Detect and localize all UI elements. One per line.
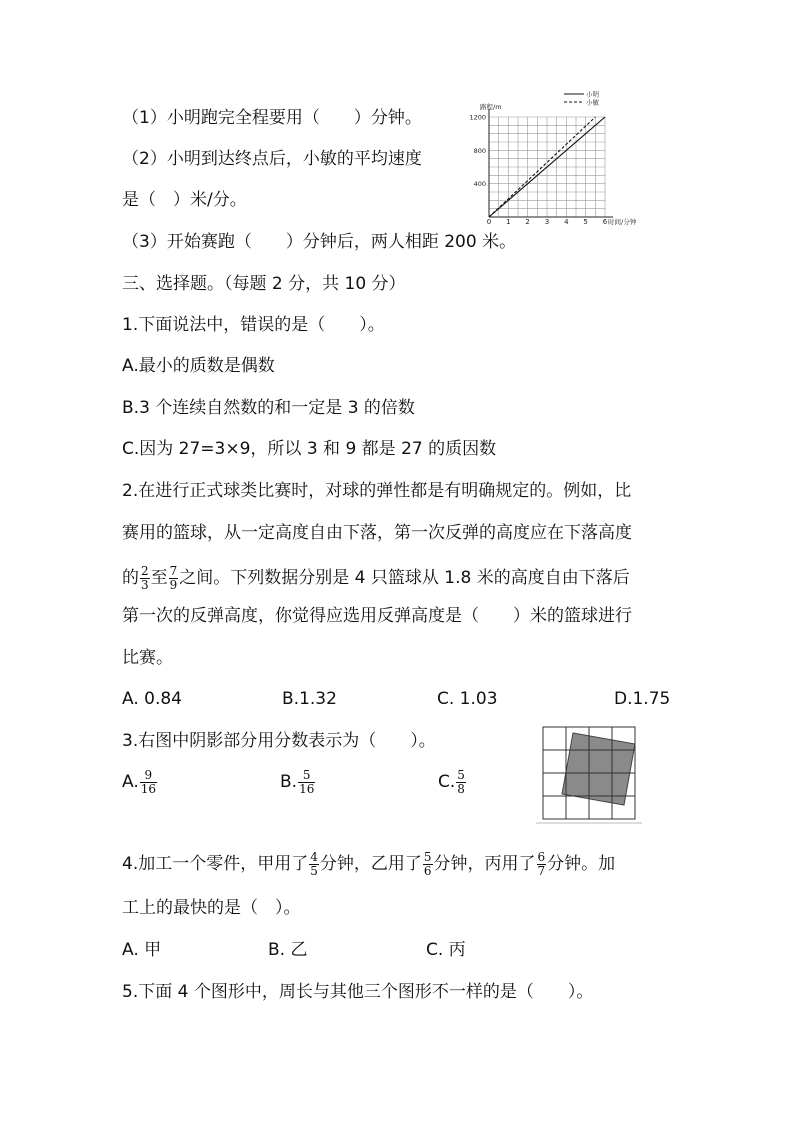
shaded-square <box>562 733 635 805</box>
fraction-4-5: $\frac{4}{5}$ <box>310 849 318 878</box>
q4-option-b: B. 乙 <box>268 940 308 960</box>
chart-legend <box>564 90 600 107</box>
q2-line3-post: 之间。下列数据分别是 4 只篮球从 1.8 米的高度自由下落后 <box>179 568 630 588</box>
x-tick-label: 2 <box>525 218 530 225</box>
y-tick-label: 400 <box>473 180 486 189</box>
legend-label-1: 小明 <box>586 90 599 99</box>
q-part-2b: 是（ ）米/分。 <box>122 190 247 210</box>
q3-option-b: B. $\frac{5}{16}$ <box>280 767 315 796</box>
q2-option-c: C. 1.03 <box>437 689 498 709</box>
q2-option-a: A. 0.84 <box>122 689 182 709</box>
q1-option-b: B.3 个连续自然数的和一定是 3 的倍数 <box>122 398 415 418</box>
q-part-1: （1）小明跑完全程要用（ ）分钟。 <box>122 108 422 128</box>
legend-label-2: 小敏 <box>586 98 599 107</box>
y-tick-label: 1200 <box>469 113 486 122</box>
chart-labels <box>469 102 636 225</box>
q1-option-c: C.因为 27=3×9，所以 3 和 9 都是 27 的质因数 <box>122 439 497 459</box>
q3-stem: 3.右图中阴影部分用分数表示为（ ）。 <box>122 731 436 751</box>
q4-option-a: A. 甲 <box>122 940 162 960</box>
y-axis-label: 路程/m <box>480 103 502 111</box>
fraction-9-16: $\frac{9}{16}$ <box>140 767 157 796</box>
q-part-2a: （2）小明到达终点后，小敏的平均速度 <box>122 149 422 169</box>
q2-option-b: B.1.32 <box>282 689 337 709</box>
fraction-7-9: $\frac{7}{9}$ <box>169 563 178 592</box>
q5-stem: 5.下面 4 个图形中，周长与其他三个图形不一样的是（ ）。 <box>122 982 594 1002</box>
q2-line-2: 赛用的篮球，从一定高度自由下落，第一次反弹的高度应在下落高度 <box>122 523 632 543</box>
q-part-3: （3）开始赛跑（ ）分钟后，两人相距 200 米。 <box>122 232 517 252</box>
x-tick-label: 3 <box>544 218 550 225</box>
q2-line-3 <box>122 558 630 598</box>
q2-line3-mid: 至 <box>150 568 168 588</box>
q3-figure <box>536 722 642 825</box>
q2-line-4: 第一次的反弹高度，你觉得应选用反弹高度是（ ）米的篮球进行 <box>122 606 632 626</box>
q1-option-a: A.最小的质数是偶数 <box>122 356 275 376</box>
q4-line-1: 4.加工一个零件，甲用了 $\frac{4}{5}$ 分钟，乙用了 $\frac{5}{6}$ 分钟，丙用了 $\frac{6}{7}$ 分钟。加 <box>122 849 616 878</box>
x-axis-label: 时间/分钟 <box>608 218 637 225</box>
q2-line3-pre: 的 <box>122 568 139 588</box>
y-tick-label: 800 <box>473 146 486 155</box>
fraction-6-7: $\frac{6}{7}$ <box>537 849 546 878</box>
fraction-5-8: $\frac{5}{8}$ <box>457 767 465 796</box>
q2-option-d: D.1.75 <box>614 689 671 709</box>
section-3-title: 三、选择题。（每题 2 分，共 10 分） <box>122 274 406 294</box>
x-tick-label: 0 <box>486 218 492 225</box>
fraction-5-6: $\frac{5}{6}$ <box>423 849 432 878</box>
q4-line-2: 工上的最快的是（ ）。 <box>122 898 301 918</box>
x-tick-label: 5 <box>583 218 588 225</box>
figure-grid <box>543 727 635 819</box>
x-tick-label: 1 <box>506 218 511 225</box>
fraction-5-16: $\frac{5}{16}$ <box>299 767 315 796</box>
q3-option-c: C. $\frac{5}{8}$ <box>438 767 465 796</box>
q4-option-c: C. 丙 <box>426 940 466 960</box>
q2-line-1: 2.在进行正式球类比赛时，对球的弹性都是有明确规定的。例如，比 <box>122 481 632 501</box>
fraction-2-3: $\frac{2}{3}$ <box>141 563 149 592</box>
x-tick-label: 4 <box>564 218 569 225</box>
x-tick-label: 6 <box>602 218 608 225</box>
race-chart <box>460 90 660 225</box>
q1-stem: 1.下面说法中，错误的是（ ）。 <box>122 315 385 335</box>
q2-line-5: 比赛。 <box>122 648 173 668</box>
q3-option-a: A. $\frac{9}{16}$ <box>122 767 157 796</box>
